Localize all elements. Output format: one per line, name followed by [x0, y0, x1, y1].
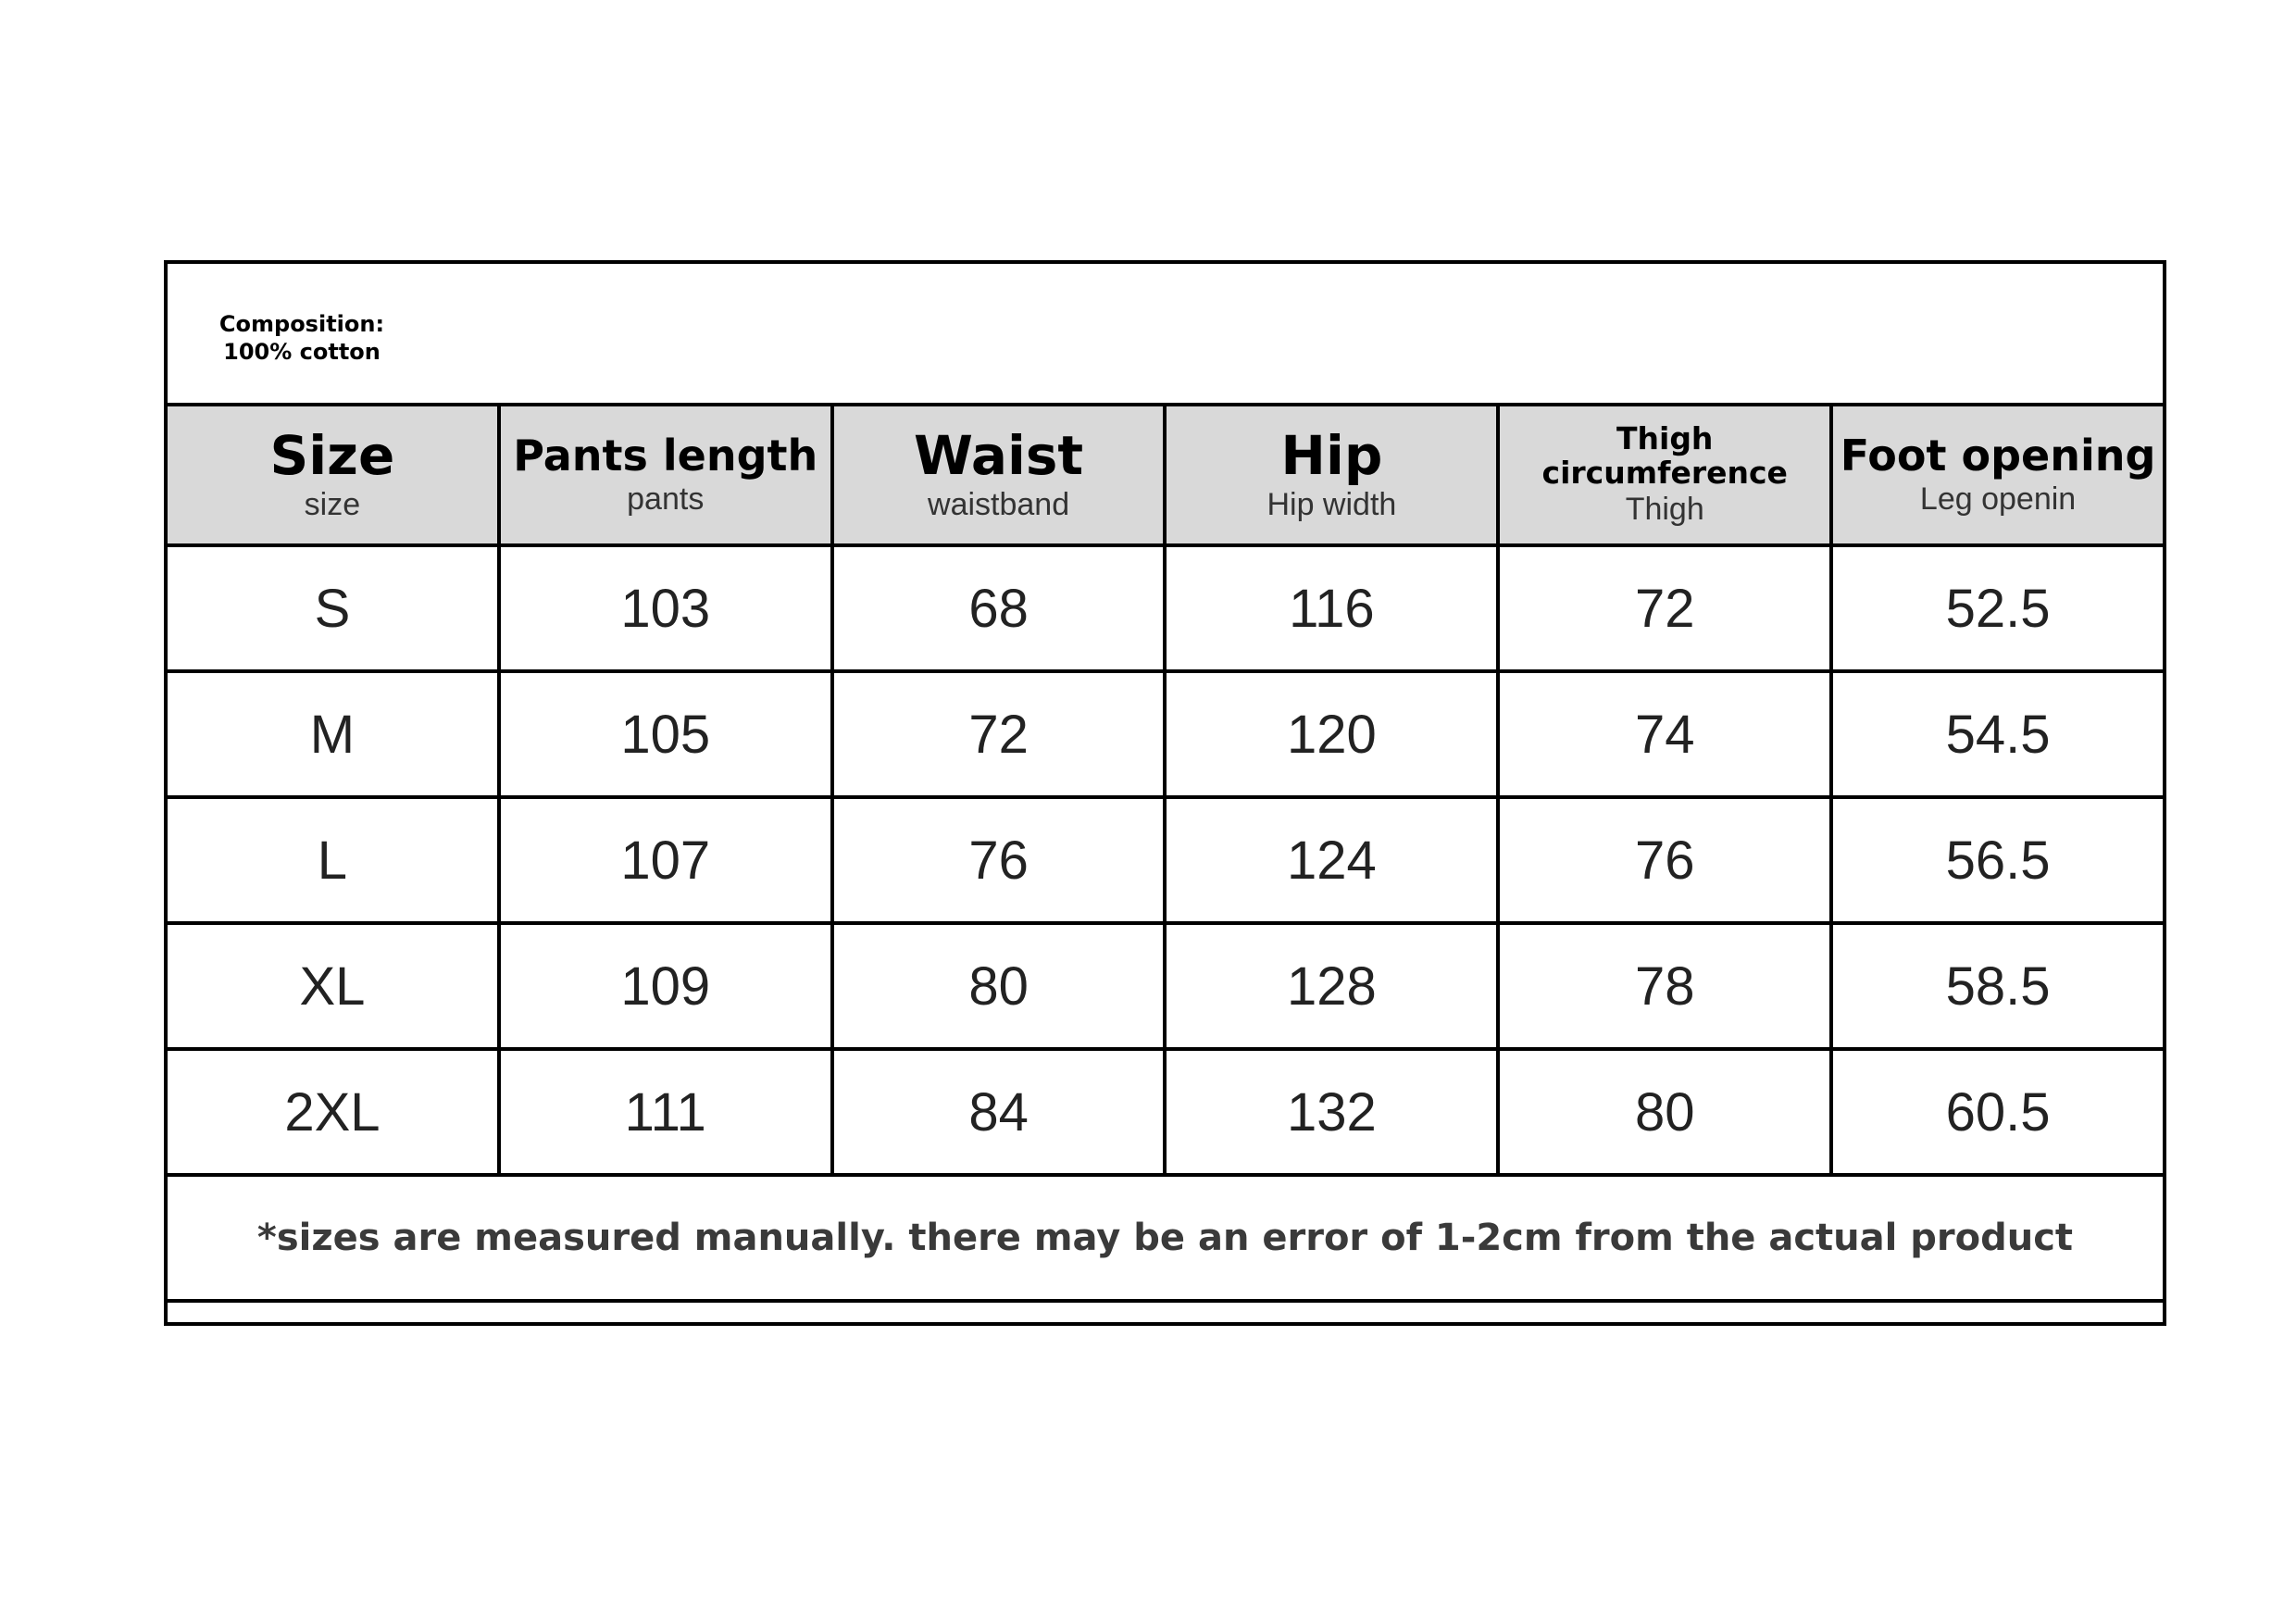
- header-title: Size: [269, 423, 395, 487]
- thigh-cell: 76: [1498, 797, 1831, 923]
- table-row: [166, 797, 2165, 923]
- thigh-cell: 78: [1498, 923, 1831, 1049]
- header-waist: [832, 405, 1166, 545]
- thigh-cell: 72: [1498, 545, 1831, 671]
- table-row: [166, 923, 2165, 1049]
- table-row: [166, 545, 2165, 671]
- hip-cell: 120: [1165, 671, 1498, 797]
- pants-length-cell: 109: [499, 923, 832, 1049]
- header-title: Thigh circumference: [1541, 420, 1788, 491]
- header-size: [166, 405, 499, 545]
- waist-cell: 80: [832, 923, 1166, 1049]
- header-subtitle: waistband: [928, 487, 1070, 523]
- size-cell: XL: [166, 923, 499, 1049]
- header-row: [166, 405, 2165, 545]
- foot-opening-cell: 58.5: [1831, 923, 2165, 1049]
- header-pants-length: [499, 405, 832, 545]
- note-row: [166, 1175, 2165, 1301]
- size-table: [164, 403, 2166, 1303]
- size-cell: S: [166, 545, 499, 671]
- waist-cell: 72: [832, 671, 1166, 797]
- header-title: Hip: [1280, 423, 1383, 487]
- foot-opening-cell: 52.5: [1831, 545, 2165, 671]
- pants-length-cell: 107: [499, 797, 832, 923]
- hip-cell: 132: [1165, 1049, 1498, 1175]
- header-subtitle: Hip width: [1267, 487, 1397, 523]
- hip-cell: 124: [1165, 797, 1498, 923]
- thigh-cell: 74: [1498, 671, 1831, 797]
- foot-opening-cell: 54.5: [1831, 671, 2165, 797]
- header-thigh: [1498, 405, 1831, 545]
- waist-cell: 68: [832, 545, 1166, 671]
- foot-opening-cell: 56.5: [1831, 797, 2165, 923]
- header-subtitle: Leg openin: [1919, 481, 2077, 517]
- header-title: Foot opening: [1840, 431, 2156, 481]
- hip-cell: 128: [1165, 923, 1498, 1049]
- size-cell: 2XL: [166, 1049, 499, 1175]
- pants-length-cell: 111: [499, 1049, 832, 1175]
- waist-cell: 84: [832, 1049, 1166, 1175]
- header-subtitle: Thigh: [1625, 491, 1704, 527]
- size-cell: L: [166, 797, 499, 923]
- header-subtitle: pants: [627, 481, 705, 517]
- thigh-cell: 80: [1498, 1049, 1831, 1175]
- pants-length-cell: 103: [499, 545, 832, 671]
- waist-cell: 76: [832, 797, 1166, 923]
- size-chart: [164, 260, 2166, 1326]
- size-cell: M: [166, 671, 499, 797]
- composition-label: Composition: 100% cotton: [218, 311, 385, 365]
- header-title: Waist: [913, 423, 1084, 487]
- header-hip: [1165, 405, 1498, 545]
- measurement-note: *sizes are measured manually. there may be an error of 1-2cm from the actual product: [166, 1175, 2165, 1301]
- table-row: [166, 671, 2165, 797]
- pants-length-cell: 105: [499, 671, 832, 797]
- hip-cell: 116: [1165, 545, 1498, 671]
- header-subtitle: size: [304, 487, 361, 523]
- header-title: Pants length: [513, 431, 818, 481]
- header-foot-opening: [1831, 405, 2165, 545]
- table-row: [166, 1049, 2165, 1175]
- foot-opening-cell: 60.5: [1831, 1049, 2165, 1175]
